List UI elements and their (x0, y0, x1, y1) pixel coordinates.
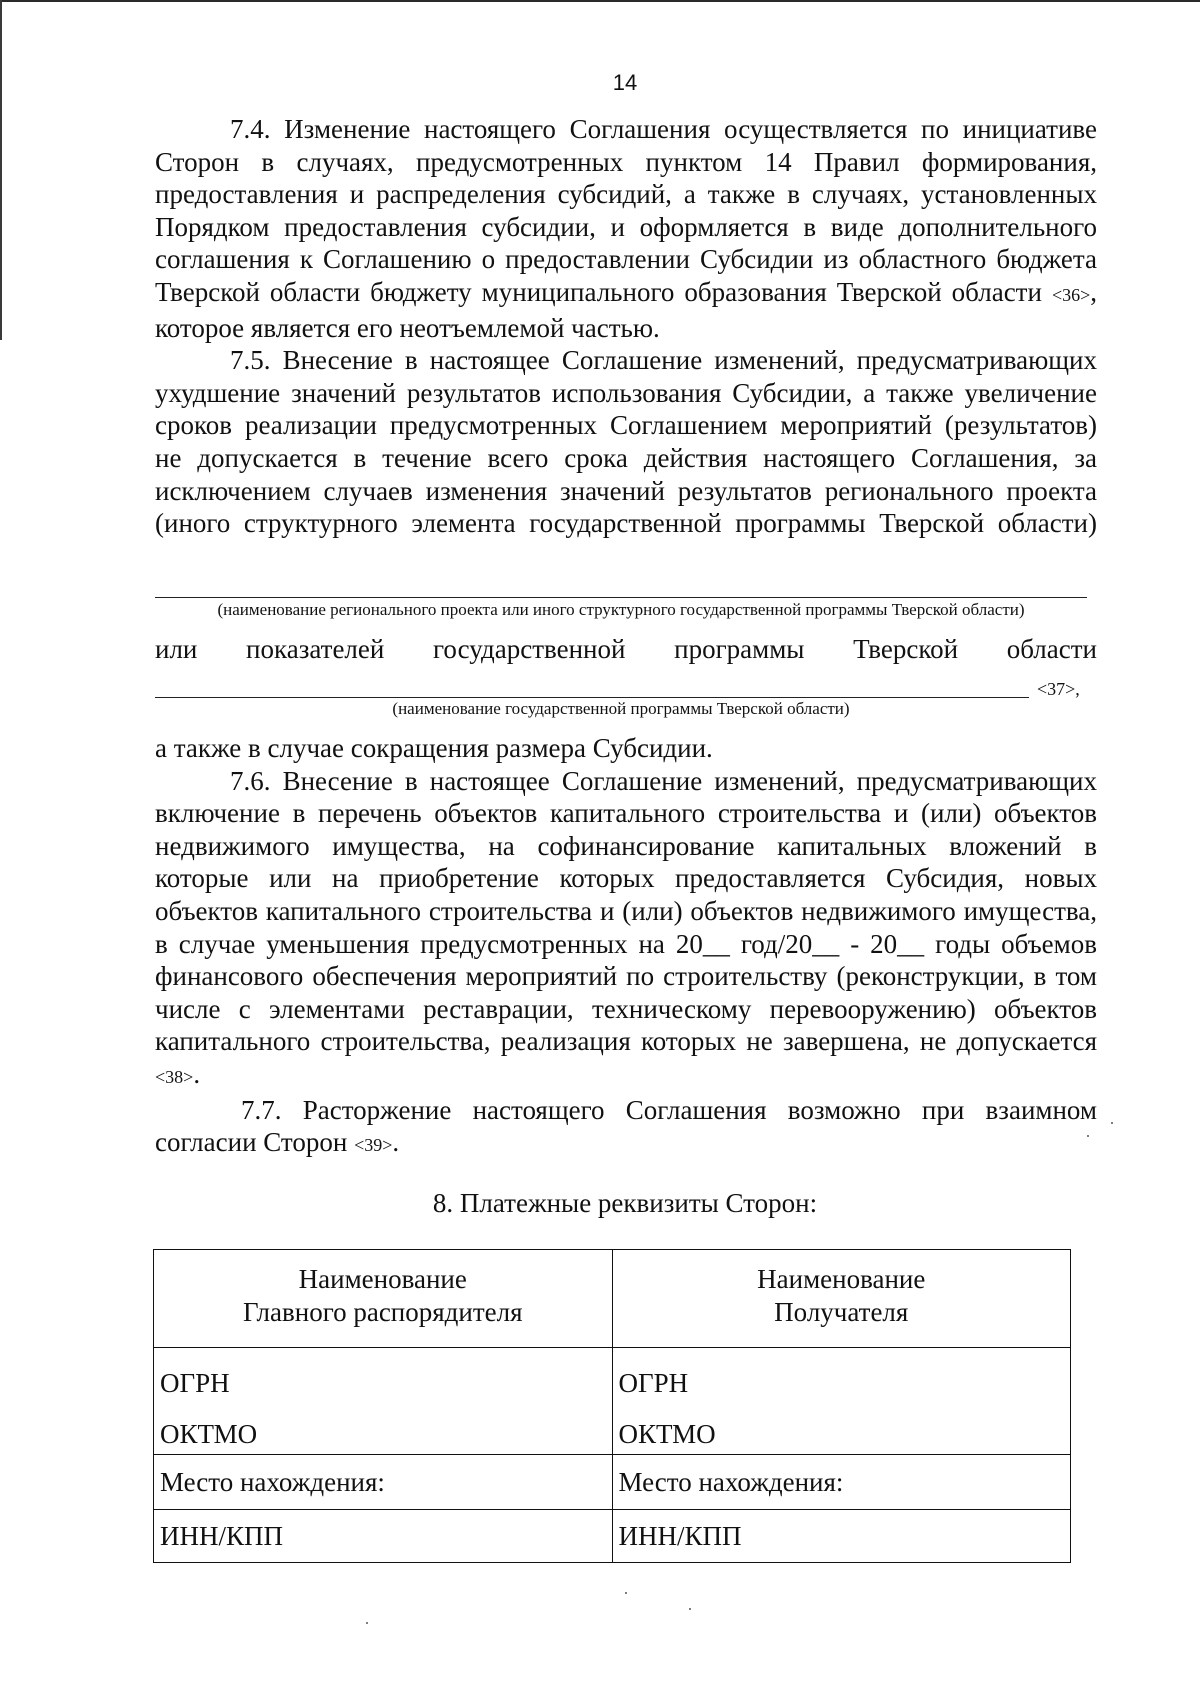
word-6: области (1006, 634, 1097, 664)
clause-7-6-text: 7.6. Внесение в настоящее Соглашение изменений, предусматривающих включение в перечень объектов капитального строительства и (или) объектов недвижимого имущества, на софинансирование капитальных вложений в которые или на приобретение которых предоставляется Субсидия, новых объектов капитального строительства и (или) объектов недвижимого имущества, в случае уменьшения предусмотренных на 20__ год/20__ - 20__ годы объемов финансового обеспечения мероприятий по строительству (реконструкции, в том числе с элементами реставрации, техническому перевооружению) объектов капитального строительства, реализация которых не завершена, не допускается (155, 765, 1097, 1057)
program-name-caption: (наименование государственной программы Тверской области) (392, 699, 850, 718)
left-inn-label: ИНН/КПП (154, 1510, 613, 1563)
right-codes-cell (612, 1348, 1071, 1455)
header-recipient (612, 1250, 1071, 1348)
word-2: показателей (246, 634, 385, 664)
scan-speck (689, 1608, 691, 1610)
clause-7-5: 7.5. Внесение в настоящее Соглашение изменений, предусматривающих ухудшение значений результатов использования Субсидии, а также увеличение сроков реализации предусмотренных Соглашением мероприятий (результатов) не допускается в течение всего срока действия настоящего Соглашения, за исключением случаев изменения значений результатов регионального проекта (иного структурного элемента государственной программы Тверской области) (155, 345, 1097, 539)
clauses-7-4-7-5 (155, 113, 1097, 540)
clause-7-7-text: 7.7. Расторжение настоящего Соглашения возможно при взаимном согласии Сторон (155, 1094, 1097, 1158)
right-location-label: Место нахождения: (612, 1455, 1071, 1510)
scan-speck (366, 1622, 368, 1624)
scan-edge-top (0, 0, 1200, 2)
scan-speck (1087, 1135, 1089, 1137)
clause-7-4 (155, 113, 1097, 344)
clause-7-4-tail: , которое является его неотъемлемой частью. (155, 276, 1097, 343)
left-codes-cell (154, 1348, 613, 1455)
table-row-location (154, 1455, 1071, 1510)
clause-7-5-continuation: а также в случае сокращения размера Субсидии. (155, 733, 713, 763)
program-name-fill-line (155, 697, 1029, 698)
word-1: или (155, 634, 198, 664)
footnote-ref-39: <39> (354, 1135, 393, 1156)
payment-details-table (153, 1249, 1071, 1563)
clause-7-6-tail: . (193, 1058, 201, 1089)
table-header-row (154, 1250, 1071, 1348)
clause-7-4-text: 7.4. Изменение настоящего Соглашения осуществляется по инициативе Сторон в случаях, предусмотренных пунктом 14 Правил формирования, предоставления и распределения субсидий, а также в случаях, установленных Порядком предоставления субсидии, и оформляется в виде дополнительного соглашения к Соглашению о предоставлении Субсидии из областного бюджета Тверской области бюджету муниципального образования Тверской области (155, 114, 1097, 307)
clause-7-6 (155, 765, 1097, 1094)
word-4: программы (674, 634, 805, 664)
scan-edge-left (0, 0, 2, 340)
word-3: государственной (433, 634, 626, 664)
header-left-line1: Наименование (298, 1264, 467, 1294)
scan-speck (1111, 1122, 1113, 1124)
project-name-caption: (наименование регионального проекта или иного структурного государственной программы Тверской области) (217, 600, 1025, 619)
header-right-line1: Наименование (757, 1264, 926, 1294)
header-chief-administrator (154, 1250, 613, 1348)
right-oktmo-label: ОКТМО (618, 1419, 716, 1449)
project-name-fill-line (155, 597, 1087, 598)
table-row-inn (154, 1510, 1071, 1563)
right-inn-label: ИНН/КПП (612, 1510, 1071, 1563)
table-row-codes (154, 1348, 1071, 1455)
indicators-line (155, 634, 1097, 665)
scan-speck (625, 1592, 627, 1594)
clause-7-7-tail: . (392, 1127, 400, 1158)
word-5: Тверской (853, 634, 959, 664)
header-left-line2: Главного распорядителя (242, 1297, 523, 1327)
left-ogrn-label: ОГРН (160, 1368, 230, 1398)
section-8-title: 8. Платежные реквизиты Сторон: (432, 1188, 818, 1218)
right-ogrn-label: ОГРН (618, 1368, 689, 1398)
clause-7-7 (155, 1094, 1097, 1162)
footnote-ref-38: <38> (155, 1066, 194, 1087)
left-location-label: Место нахождения: (154, 1455, 613, 1510)
footnote-ref-37: <37>, (1037, 679, 1080, 699)
header-right-line2: Получателя (774, 1297, 909, 1327)
footnote-ref-36: <36> (1051, 284, 1091, 305)
left-oktmo-label: ОКТМО (160, 1419, 258, 1449)
clauses-7-6-7-7 (155, 732, 1097, 1162)
page-number: 14 (612, 70, 638, 95)
